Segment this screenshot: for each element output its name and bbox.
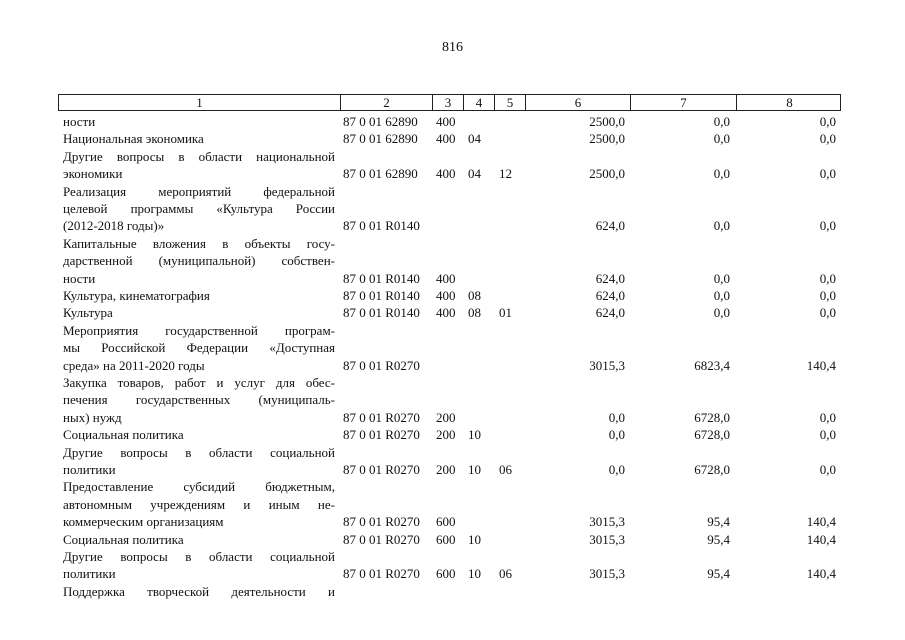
row-code: 87 0 01 R0270 — [343, 462, 420, 477]
row-code: 87 0 01 R0140 — [343, 305, 420, 321]
description-line: Другие вопросы в области национальной — [63, 148, 335, 164]
row-col3: 600 — [436, 566, 456, 582]
row-description — [63, 583, 335, 600]
description-line: среда» на 2011-2020 годы — [63, 357, 205, 373]
description-line: мы Российской Федерации «Доступная — [63, 340, 335, 356]
row-col8: 0,0 — [819, 114, 836, 129]
row-col5: 06 — [499, 566, 512, 582]
description-line: ности — [63, 270, 96, 286]
description-line: ных) нужд — [63, 409, 122, 425]
description-line: политики — [63, 462, 116, 477]
row-col8: 0,0 — [819, 218, 836, 234]
description-line: дарственной (муниципальной) собствен- — [63, 253, 335, 269]
description-line: целевой программы «Культура России — [63, 201, 335, 216]
row-col5: 01 — [499, 305, 512, 321]
row-col7: 6728,0 — [694, 409, 730, 425]
row-col8: 0,0 — [819, 288, 836, 303]
row-col4: 04 — [468, 166, 481, 182]
row-col8: 140,4 — [806, 531, 836, 547]
row-col6: 2500,0 — [589, 114, 625, 129]
description-line: Другие вопросы в области социальной — [63, 549, 335, 564]
description-line: Другие вопросы в области социальной — [63, 444, 335, 460]
header-col-3: 3 — [432, 95, 463, 110]
row-code: 87 0 01 R0270 — [343, 427, 420, 443]
description-line: Капитальные вложения в объекты госу- — [63, 235, 335, 251]
description-line: Предоставление субсидий бюджетным, — [63, 479, 335, 495]
description-line: автономным учреждениям и иным не- — [63, 496, 335, 512]
row-description — [63, 426, 335, 443]
row-col7: 95,4 — [707, 514, 730, 530]
row-col4: 08 — [468, 288, 481, 303]
header-col-8: 8 — [736, 95, 842, 110]
row-col3: 400 — [436, 288, 456, 303]
row-col4: 10 — [468, 566, 481, 582]
row-description — [63, 183, 335, 235]
row-col4: 08 — [468, 305, 481, 321]
header-col-2: 2 — [340, 95, 432, 110]
row-description — [63, 444, 335, 479]
row-col7: 0,0 — [713, 114, 730, 129]
row-col8: 0,0 — [819, 270, 836, 286]
row-col5: 06 — [499, 462, 512, 477]
row-description — [63, 235, 335, 287]
row-col4: 10 — [468, 462, 481, 477]
row-code: 87 0 01 62890 — [343, 114, 418, 129]
row-col8: 0,0 — [819, 427, 836, 443]
row-description — [63, 548, 335, 583]
row-col7: 0,0 — [713, 166, 730, 182]
row-col6: 624,0 — [595, 305, 625, 321]
row-col8: 140,4 — [806, 566, 836, 582]
row-description — [63, 322, 335, 374]
row-col6: 3015,3 — [589, 566, 625, 582]
description-line: Закупка товаров, работ и услуг для обес- — [63, 375, 335, 390]
header-col-5: 5 — [494, 95, 525, 110]
description-line: Культура — [63, 305, 113, 321]
row-col7: 95,4 — [707, 566, 730, 582]
description-line: печения государственных (муниципаль- — [63, 392, 335, 408]
description-line: Мероприятия государственной програм- — [63, 322, 335, 338]
row-col7: 0,0 — [713, 218, 730, 234]
description-line: политики — [63, 566, 116, 582]
description-line: экономики — [63, 166, 123, 182]
row-col6: 624,0 — [595, 218, 625, 234]
row-description — [63, 130, 335, 147]
row-col6: 3015,3 — [589, 531, 625, 547]
description-line: Социальная политика — [63, 427, 184, 443]
row-description — [63, 478, 335, 530]
row-col6: 3015,3 — [589, 514, 625, 530]
description-line: коммерческим организациям — [63, 514, 224, 530]
row-col6: 624,0 — [595, 288, 625, 303]
row-description — [63, 113, 335, 130]
row-col3: 200 — [436, 409, 456, 425]
row-code: 87 0 01 62890 — [343, 166, 418, 182]
row-col4: 10 — [468, 531, 481, 547]
row-col8: 0,0 — [819, 462, 836, 477]
row-col6: 624,0 — [595, 270, 625, 286]
row-col8: 0,0 — [819, 409, 836, 425]
header-col-1: 1 — [196, 95, 203, 110]
row-code: 87 0 01 R0270 — [343, 566, 420, 582]
row-col4: 04 — [468, 131, 481, 147]
row-col6: 0,0 — [608, 462, 625, 477]
row-col6: 2500,0 — [589, 131, 625, 147]
header-col-6: 6 — [525, 95, 630, 110]
description-line: Культура, кинематография — [63, 288, 210, 303]
row-col3: 600 — [436, 514, 456, 530]
row-col6: 2500,0 — [589, 166, 625, 182]
row-col7: 0,0 — [713, 288, 730, 303]
row-description — [63, 287, 335, 304]
row-col7: 6823,4 — [694, 357, 730, 373]
row-code: 87 0 01 R0140 — [343, 270, 420, 286]
row-col7: 0,0 — [713, 305, 730, 321]
row-col8: 0,0 — [819, 305, 836, 321]
description-line: ности — [63, 114, 96, 129]
description-line: (2012-2018 годы)» — [63, 218, 165, 234]
row-description — [63, 374, 335, 426]
row-col4: 10 — [468, 427, 481, 443]
row-code: 87 0 01 R0140 — [343, 218, 420, 234]
row-col7: 0,0 — [713, 131, 730, 147]
row-code: 87 0 01 R0270 — [343, 409, 420, 425]
description-line: Социальная политика — [63, 531, 184, 547]
row-col7: 6728,0 — [694, 427, 730, 443]
row-col3: 400 — [436, 114, 456, 129]
row-col3: 600 — [436, 531, 456, 547]
row-code: 87 0 01 62890 — [343, 131, 418, 147]
row-code: 87 0 01 R0140 — [343, 288, 420, 303]
row-col3: 400 — [436, 166, 456, 182]
row-code: 87 0 01 R0270 — [343, 357, 420, 373]
row-description — [63, 148, 335, 183]
description-line: Национальная экономика — [63, 131, 204, 147]
row-col3: 400 — [436, 305, 456, 321]
description-line: Поддержка творческой деятельности и — [63, 583, 335, 599]
row-col6: 0,0 — [608, 427, 625, 443]
row-description — [63, 531, 335, 548]
header-col-7: 7 — [630, 95, 736, 110]
row-col6: 3015,3 — [589, 357, 625, 373]
row-code: 87 0 01 R0270 — [343, 531, 420, 547]
row-col7: 95,4 — [707, 531, 730, 547]
row-col6: 0,0 — [608, 409, 625, 425]
header-col-4: 4 — [463, 95, 494, 110]
row-description — [63, 304, 335, 321]
row-col3: 400 — [436, 270, 456, 286]
row-col7: 6728,0 — [694, 462, 730, 477]
row-col8: 0,0 — [819, 131, 836, 147]
row-col8: 0,0 — [819, 166, 836, 182]
row-col7: 0,0 — [713, 270, 730, 286]
row-col3: 200 — [436, 462, 456, 477]
row-col5: 12 — [499, 166, 512, 182]
table-header — [58, 94, 841, 111]
row-col8: 140,4 — [806, 357, 836, 373]
page-number: 816 — [442, 40, 463, 55]
description-line: Реализация мероприятий федеральной — [63, 183, 335, 199]
row-col3: 200 — [436, 427, 456, 443]
row-col3: 400 — [436, 131, 456, 147]
row-code: 87 0 01 R0270 — [343, 514, 420, 530]
row-col8: 140,4 — [806, 514, 836, 530]
